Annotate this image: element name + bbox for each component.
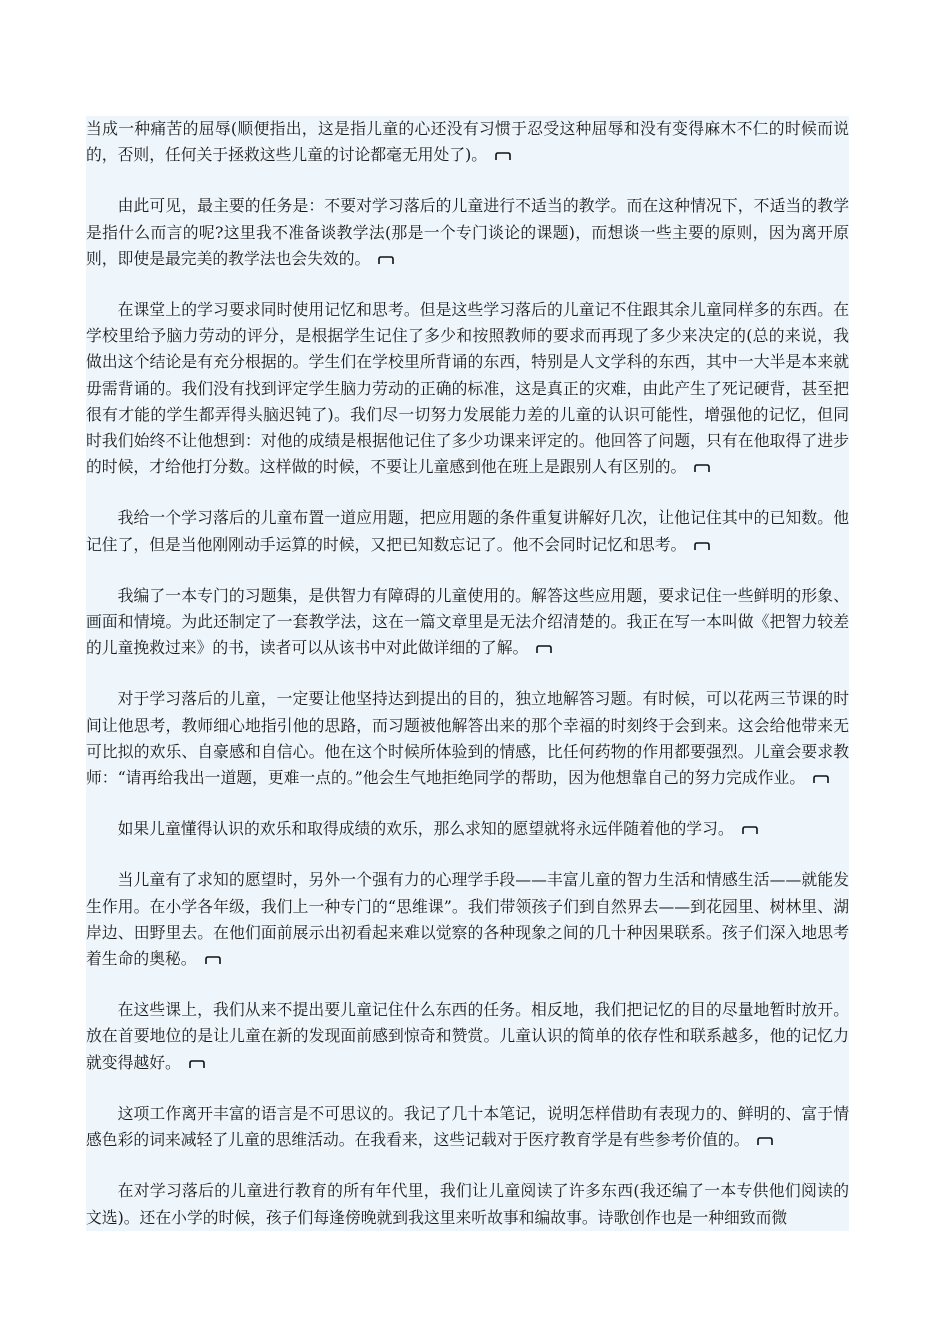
paragraph-text: 由此可见，最主要的任务是：不要对学习落后的儿童进行不适当的教学。而在这种情况下，不适当的教学是指什么而言的呢?这里我不准备谈教学法(那是一个专门谈论的课题)，而想谈一些主要的原则，因为离开原则，即使是最完美的教学法也会失效的。 [86,196,849,268]
paragraph-text: 在课堂上的学习要求同时使用记忆和思考。但是这些学习落后的儿童记不住跟其余儿童同样多的东西。在学校里给予脑力劳动的评分，是根据学生记住了多少和按照教师的要求而再现了多少来决定的(总的来说，我做出这个结论是有充分根据的。学生们在学校里所背诵的东西，特别是人文学科的东西，其中一大半是本来就毋需背诵的。我们没有找到评定学生脑力劳动的正确的标准，这是真正的灾难，由此产生了死记硬背，甚至把很有才能的学生都弄得头脑迟钝了)。我们尽一切努力发展能力差的儿童的认识可能性，增强他的记忆，但同时我们始终不让他想到：对他的成绩是根据他记住了多少功课来评定的。他回答了问题，只有在他取得了进步的时候，才给他打分数。这样做的时候，不要让儿童感到他在班上是跟别人有区别的。 [86,300,849,477]
paragraph [86,1101,849,1153]
paragraph [86,505,849,557]
paragraph-mark-icon [205,956,221,965]
paragraph-mark-icon [536,645,552,654]
paragraph [86,816,849,842]
paragraph [86,583,849,662]
paragraph-text: 对于学习落后的儿童，一定要让他坚持达到提出的目的，独立地解答习题。有时候，可以花两三节课的时间让他思考，教师细心地指引他的思路，而习题被他解答出来的那个幸福的时刻终于会到来。这会给他带来无可比拟的欢乐、自豪感和自信心。他在这个时候所体验到的情感，比任何药物的作用都要强烈。儿童会要求教师：“请再给我出一道题，更难一点的。”他会生气地拒绝同学的帮助，因为他想靠自己的努力完成作业。 [86,689,849,788]
paragraph [86,997,849,1076]
paragraph [86,297,849,480]
paragraph-text: 我给一个学习落后的儿童布置一道应用题，把应用题的条件重复讲解好几次，让他记住其中的已知数。他记住了，但是当他刚刚动手运算的时候，又把已知数忘记了。他不会同时记忆和思考。 [86,508,849,554]
paragraph-mark-icon [757,1137,773,1146]
paragraph-mark-icon [813,775,829,784]
paragraph [86,686,849,791]
paragraph [86,193,849,272]
paragraph [86,116,849,168]
paragraph-text: 这项工作离开丰富的语言是不可思议的。我记了几十本笔记，说明怎样借助有表现力的、鲜明的、富于情感色彩的词来减轻了儿童的思维活动。在我看来，这些记载对于医疗教育学是有些参考价值的。 [86,1103,849,1150]
paragraph-text: 当儿童有了求知的愿望时，另外一个强有力的心理学手段——丰富儿童的智力生活和情感生活——就能发生作用。在小学各年级，我们上一种专门的“思维课”。我们带领孩子们到自然界去——到花园里、树林里、湖岸边、田野里去。在他们面前展示出初看起来难以觉察的各种现象之间的几十种因果联系。孩子们深入地思考着生命的奥秘。 [86,870,849,969]
paragraph-mark-icon [694,464,710,473]
document-body [86,116,849,1231]
paragraph-text: 在这些课上，我们从来不提出要儿童记住什么东西的任务。相反地，我们把记忆的目的尽量地暂时放开。放在首要地位的是让儿童在新的发现面前感到惊奇和赞赏。儿童认识的简单的依存性和联系越多，他的记忆力就变得越好。 [86,1000,849,1072]
paragraph-mark-icon [378,256,394,265]
paragraph-mark-icon [742,826,758,835]
paragraph-text: 如果儿童懂得认识的欢乐和取得成绩的欢乐，那么求知的愿望就将永远伴随着他的学习。 [117,819,734,839]
paragraph-text: 在对学习落后的儿童进行教育的所有年代里，我们让儿童阅读了许多东西(我还编了一本专供他们阅读的文选)。还在小学的时候，孩子们每逢傍晚就到我这里来听故事和编故事。诗歌创作也是一种细致而微 [86,1181,849,1227]
paragraph-text: 我编了一本专门的习题集，是供智力有障碍的儿童使用的。解答这些应用题，要求记住一些鲜明的形象、画面和情境。为此还制定了一套教学法，这在一篇文章里是无法介绍清楚的。我正在写一本叫做《把智力较差的儿童挽救过来》的书，读者可以从该书中对此做详细的了解。 [86,585,849,658]
paragraph-mark-icon [694,542,710,551]
paragraph [86,867,849,972]
paragraph-mark-icon [495,152,511,161]
paragraph-text: 当成一种痛苦的屈辱(顺便指出，这是指儿童的心还没有习惯于忍受这种屈辱和没有变得麻木不仁的时候而说的，否则，任何关于拯救这些儿童的讨论都毫无用处了)。 [86,119,849,165]
paragraph-mark-icon [189,1060,205,1069]
paragraph [86,1178,849,1230]
